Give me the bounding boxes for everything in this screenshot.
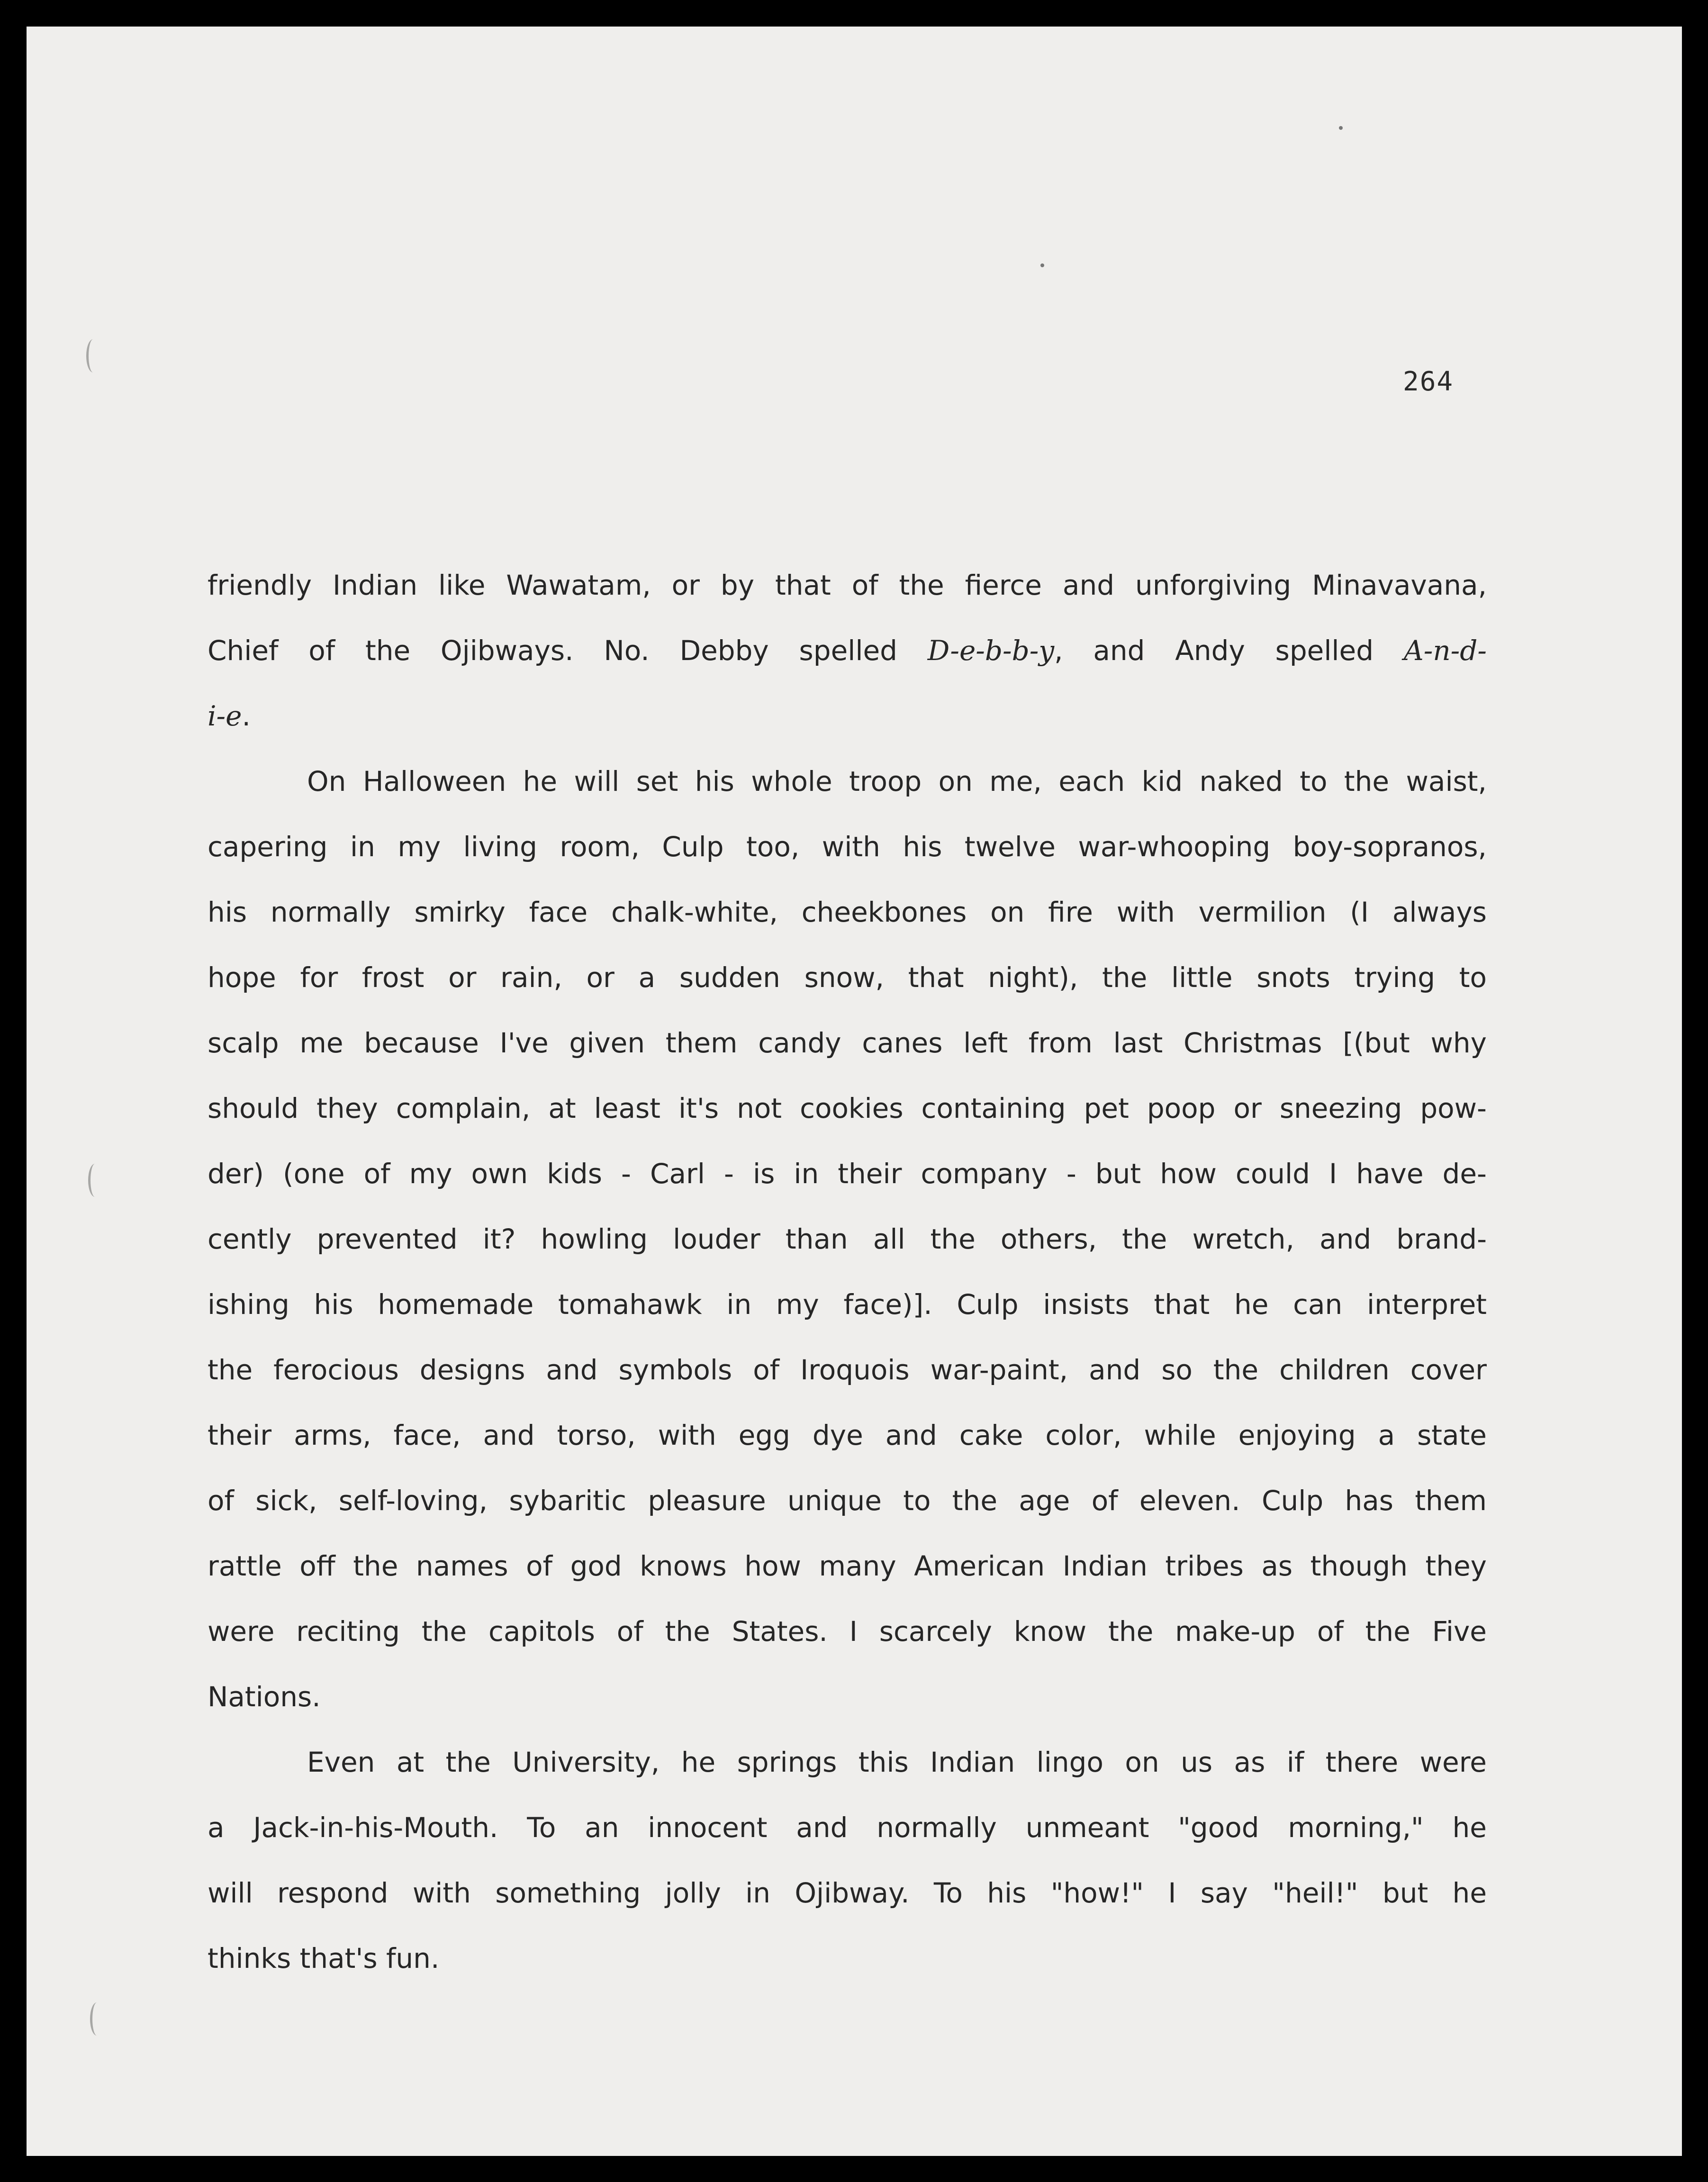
paper-speck <box>1339 126 1343 130</box>
italic-spelling: D-e-b-b-y <box>927 634 1055 667</box>
text-line: friendly Indian like Wawatam, or by that of the fierce and unforgiving Minavavana, <box>208 569 1487 601</box>
paper-speck <box>1040 263 1044 267</box>
text-line: the ferocious designs and symbols of Iroquois war-paint, and so the children cover <box>208 1354 1487 1386</box>
text-line: Chief of the Ojibways. No. Debby spelled D-e-b-b-y, and Andy spelled A-n-d- <box>208 634 1487 667</box>
text-line: scalp me because I've given them candy canes left from last Christmas [(but why <box>208 1027 1487 1059</box>
page-number: 264 <box>1403 366 1454 397</box>
text-line: thinks that's fun. <box>208 1942 440 1974</box>
text-line: cently prevented it? howling louder than all the others, the wretch, and brand- <box>208 1223 1487 1255</box>
text-line: a Jack-in-his-Mouth. To an innocent and normally unmeant "good morning," he <box>208 1811 1487 1844</box>
text-line: will respond with something jolly in Ojibway. To his "how!" I say "heil!" but he <box>208 1877 1487 1909</box>
manuscript-page <box>27 27 1682 2156</box>
text-line: should they complain, at least it's not cookies containing pet poop or sneezing pow- <box>208 1092 1487 1124</box>
text-line: their arms, face, and torso, with egg dye and cake color, while enjoying a state <box>208 1419 1487 1451</box>
text-line: der) (one of my own kids - Carl - is in their company - but how could I have de- <box>208 1158 1487 1190</box>
paragraph-start-line: Even at the University, he springs this Indian lingo on us as if there were <box>307 1746 1487 1778</box>
text-line: of sick, self-loving, sybaritic pleasure unique to the age of eleven. Culp has them <box>208 1485 1487 1517</box>
binding-hole-mark <box>90 2002 104 2036</box>
text-line: were reciting the capitols of the States. I scarcely know the make-up of the Five <box>208 1615 1487 1648</box>
text-line: Nations. <box>208 1681 321 1713</box>
italic-spelling: i-e <box>208 700 242 732</box>
text-line: i-e. <box>208 700 251 732</box>
text-line: his normally smirky face chalk-white, cheekbones on fire with vermilion (I always <box>208 896 1487 928</box>
text-line: hope for frost or rain, or a sudden snow, that night), the little snots trying to <box>208 961 1487 994</box>
binding-hole-mark <box>86 339 100 372</box>
text-line: rattle off the names of god knows how many American Indian tribes as though they <box>208 1550 1487 1582</box>
text-line: ishing his homemade tomahawk in my face)]. Culp insists that he can interpret <box>208 1288 1487 1321</box>
italic-spelling: A-n-d- <box>1403 634 1487 667</box>
body-text <box>208 552 1487 1991</box>
paragraph-start-line: On Halloween he will set his whole troop on me, each kid naked to the waist, <box>307 765 1487 797</box>
binding-hole-mark <box>88 1164 102 1197</box>
text-line: capering in my living room, Culp too, with his twelve war-whooping boy-sopranos, <box>208 831 1487 863</box>
